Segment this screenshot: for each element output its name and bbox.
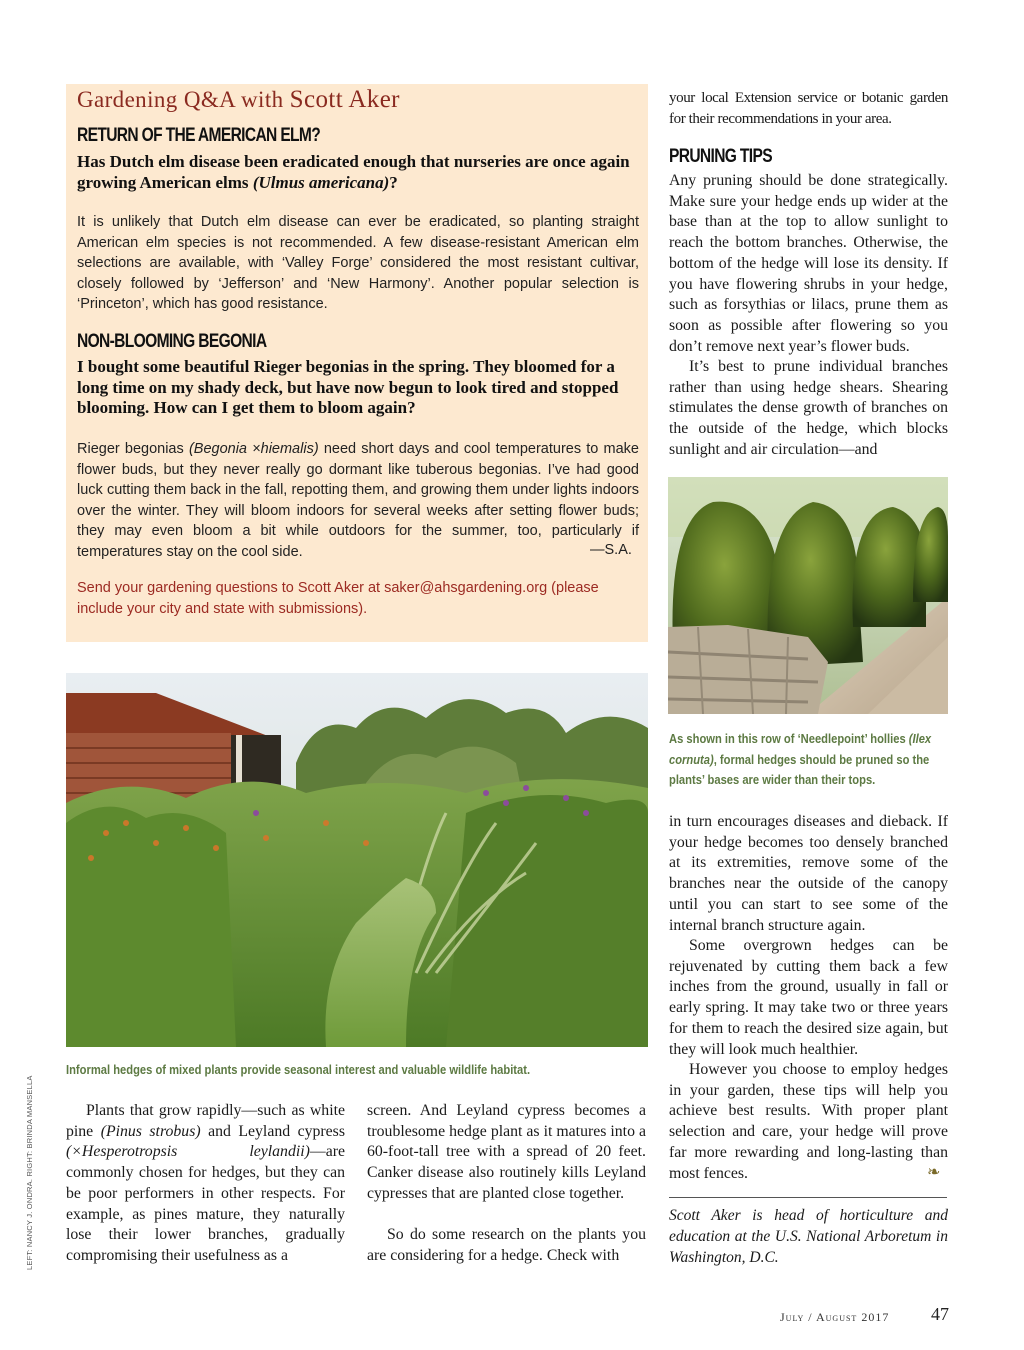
pruning-tips-heading: PRUNING TIPS: [669, 146, 772, 167]
q1-question: [77, 152, 639, 193]
pruning-paragraph-3: Some overgrown hedges can be rejuvenated by cutting them back a few inches from the ground, usually in fall or early spring. It may take two or three years for them to reach the desired size again, but they will look much healthier.: [669, 937, 948, 1058]
holly-caption-italic: (Ilex cornuta): [669, 731, 932, 767]
q1-answer: It is unlikely that Dutch elm disease can ever be eradicated, so planting straight American elm species is not recommended. A few disease-resistant American elm selections are available, with ‘Valley Forge’ considered the most resistant cultivar, closely followed by ‘Jefferson’ and ‘New Harmony’. Another popular selection is ‘Princeton’, which has good resistance.: [77, 214, 639, 313]
body-left-italic-2: (×Hesperotropsis leylandii): [66, 1143, 310, 1161]
body-left-column: [66, 1101, 345, 1267]
holly-hedge-photo: [668, 477, 948, 714]
body-middle-paragraph-1: screen. And Leyland cypress becomes a troublesome hedge plant as it matures into a 60-foot-tall tree with a spread of 20 feet. Canker disease also routinely kills Leyland cypresses that are planted close together.: [367, 1102, 646, 1202]
q2-answer-rest: need short days and cool temperatures to make flower buds, but they never really go dormant like tuberous begonias. I’ve had good luck cutting them back in the fall, repotting them, and growing them under lights indoors over the winter. They will bloom indoors for several weeks after setting flower buds; they may even bloom a bit while outdoors for the summer, too, particularly if temperatures stay on the cool side.: [77, 441, 639, 560]
q2-answer-italic: (Begonia ×hiemalis): [188, 441, 319, 457]
q1-question-end: ?: [389, 172, 398, 192]
holly-caption-rest: , formal hedges should be pruned so the plants’ bases are wider than their tops.: [669, 751, 930, 787]
pruning-paragraph-1: Any pruning should be done strategically. Make sure your hedge ends up wider at the base than at the top to allow sunlight to reach the bottom branches. Otherwise, the bottom of the hedge will lose its density. If you have flowering shrubs in your hedge, such as forsythias or lilacs, prune them as soon as possible after flowering so you don’t remove next year’s flower buds.: [669, 172, 948, 355]
body-left-text-3: —are commonly chosen for hedges, but they can be poor performers in other respects. For example, as pines mature, they naturally lose their lower branches, gradually compromising their usefulness as a: [66, 1143, 345, 1264]
garden-path-illustration: [66, 673, 648, 1047]
q1-question-italic: (Ulmus americana): [252, 172, 390, 192]
column-continuation: your local Extension service or botanic garden for their recommendations in your area.: [669, 90, 948, 127]
holly-hedge-illustration: [668, 477, 948, 714]
q2-heading: NON-BLOOMING BEGONIA: [77, 331, 267, 352]
q1-question-text: Has Dutch elm disease been eradicated enough that nurseries are once again growing American elms: [77, 152, 630, 192]
q2-question: I bought some beautiful Rieger begonias in the spring. They bloomed for a long time on my shady deck, but have now begun to look tired and stopped blooming. How can I get them to bloom again?: [77, 357, 619, 417]
holly-photo-caption: [669, 729, 949, 791]
qa-title: [77, 86, 400, 114]
send-questions-note: Send your gardening questions to Scott Aker at saker@ahsgardening.org (please include your city and state with submissions).: [77, 580, 599, 617]
end-mark-icon: ❧: [927, 1164, 941, 1181]
body-left-text: Plants that grow rapidly—such as white pine: [66, 1102, 345, 1140]
informal-hedge-photo: [66, 673, 648, 1047]
holly-caption-text: As shown in this row of ‘Needlepoint’ hollies: [669, 731, 909, 746]
qa-title-author: Scott Aker: [289, 86, 400, 113]
q2-answer: [77, 439, 639, 563]
issue-date: July / August 2017: [780, 1310, 890, 1324]
qa-title-prefix: Gardening Q&A with: [77, 87, 284, 112]
body-left-italic-1: (Pinus strobus): [100, 1122, 201, 1140]
q1-heading: RETURN OF THE AMERICAN ELM?: [77, 125, 321, 146]
hedge-photo-caption: Informal hedges of mixed plants provide seasonal interest and valuable wildlife habitat.: [66, 1062, 531, 1077]
closing-paragraph: However you choose to employ hedges in your garden, these tips will help you achieve best results. With proper plant selection and care, your hedge will prove far more rewarding and long-lasting than most fences.: [669, 1061, 948, 1182]
author-bio: Scott Aker is head of horticulture and education at the U.S. National Arboretum in Washington, D.C.: [669, 1207, 948, 1266]
q2-answer-text: Rieger begonias: [77, 441, 189, 457]
body-left-text-2: and Leyland cypress: [200, 1122, 345, 1140]
qa-signature: —S.A.: [590, 542, 632, 558]
body-middle-paragraph-2: So do some research on the plants you are considering for a hedge. Check with: [367, 1226, 646, 1264]
pruning-paragraph-2a: It’s best to prune individual branches rather than using hedge shears. Shearing stimulates the dense growth of branches on the outside of the hedge, which blocks sunlight and air circulation—and: [669, 358, 948, 458]
page-number: 47: [931, 1304, 949, 1324]
bio-divider: [669, 1197, 947, 1198]
pruning-paragraph-2b: in turn encourages diseases and dieback. If your hedge becomes too densely branched at its extremities, remove some of the branches near the outside of the canopy until you can start to see some of the internal branch structure again.: [669, 813, 948, 934]
photo-credit: LEFT: NANCY J. ONDRA. RIGHT: BRINDA MANSELLA: [25, 1075, 34, 1270]
